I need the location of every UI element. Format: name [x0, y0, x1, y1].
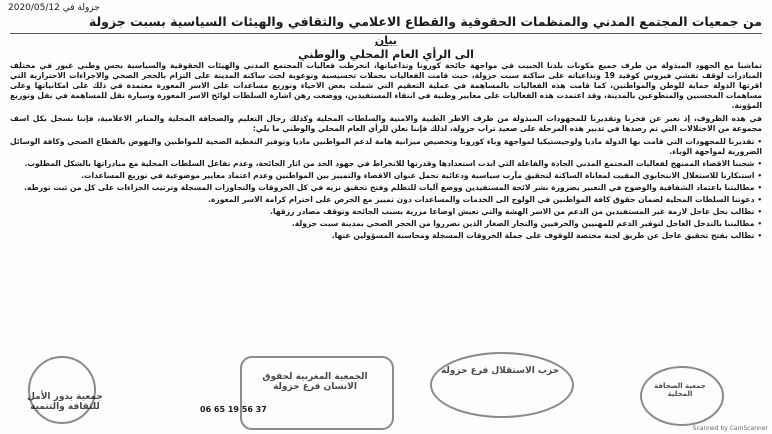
list-item: •مطالبتنا بالتدخل العاجل لتوفير الدعم للمهنيين والحرفيين والتجار الصغار الذين تضرروا من الحجر الصحي بمدينة سبت جزولة. [291, 219, 762, 228]
document-addressee: الى الرأي العام المحلي والوطني [298, 48, 474, 61]
scanner-watermark: Scanned by CamScanner [692, 425, 768, 432]
stamp-label: حزب الاستقلال فرع جزولة [440, 366, 560, 376]
bullet-icon: • [757, 208, 762, 216]
stamp-association [28, 356, 96, 424]
document-subject: بيان [374, 34, 398, 47]
list-item: •دعوتنا السلطات المحلية لضمان حقوق كافة المواطنين في الولوج الى الخدمات والمساعدات دون تمييز مع الحرص على احترام كرامة الاسر المعوزة. [207, 195, 762, 204]
stamp-rights-org [240, 356, 394, 430]
bullet-icon: • [757, 160, 762, 168]
list-item: •شجبنا الاقصاء الممنهج لفعاليات المجتمع المدني الجادة والفاعلة التي ابدت استعدادها وقدرتها للانخراط في جهود الحد من اثار الجائحة، وعدم تفاعل السلطات المحلية مع مبادراتها بالشكل المطلوب. [24, 159, 762, 168]
list-item: •استنكارنا للاستغلال الانتخابوي المقيت لمعاناة الساكنة لتحقيق مآرب سياسية ودعائية تحمل عنوان الاقصاء والتمييز بين المواطنين وعدم اعتماد معايير موضوعية في توزيع المساعدات. [81, 171, 762, 180]
list-item: •مطالبتنا باعتماد الشفافية والوضوح في التعبير بضرورة نشر لائحة المستفيدين ووضع آليات للتظلم وفتح تحقيق نزيه في كل الخروقات والتجاوزات المسجلة وترتيب الجزاءات على كل من ثبت تورطه. [24, 183, 762, 192]
bullet-icon: • [757, 232, 762, 240]
paragraph-context: في هذه الظروف، إذ نعبر عن فخرنا وتقديرنا للمجهودات المبذولة من طرف الاطر الطبية والامنية والسلطات المحلية وكذلك رجال التعليم والصحافة المحلية والمنابر الاعلامية، فإننا نسجل بكل اسف مجموعة من الاختلالات التي تم رصدها في تدبير هذه المرحلة على صعيد تراب جزولة، لذلك فإننا نعلن للرأي العام المحلي والوطني ما يلي: [10, 114, 762, 133]
paragraph-intro: تماشيا مع الجهود المبذولة من طرف جميع مكونات بلدنا الحبيب في مواجهة جائحة كورونا وتداعياتها، انخرطت فعاليات المجتمع المدني والهيئات الحقوقية والسياسية بحس وطني غيور في مختلف المبادرات لوقف تفشي فيروس كوفيد 19 وتداعياته على ساكنة سبت جزولة، حيث قامت الفعاليات بحملات تحسيسية وتوعوية لحث ساكنة المدينة على التزام بالحجر الصحي والاجراءات الاحترازية التي اقرتها الدولة حماية للوطن والمواطنين، كما قامت هذه الفعاليات بالمساهمة في عملية التعقيم التي شملت بعض الاحياء وتوزيع مساعدات على الاسر المعوزة معتمدة في ذلك على امكانياتها وعلى مساهمات المحسنين والمتطوعين بالمدينة، وقد اعتمدت هذه الفعاليات على معايير وطنية في انتقاء المستفيدين، ووضعت رهن اشارة السلطات لوائح الاسر المعوزة وسيارة نقل للمساهمة في نقل وتوزيع المؤونة. [10, 61, 763, 110]
list-item: •تطالب بفتح تحقيق عاجل عن طريق لجنة مختصة للوقوف على جملة الخروقات المسجلة ومحاسبة المسؤولين عنها. [331, 231, 762, 240]
stamp-label: جمعية الصحافة المحلية [654, 382, 706, 398]
document-title: من جمعيات المجتمع المدني والمنظمات الحقوقية والقطاع الاعلامي والثقافي والهيئات السياسية بسبت جزولة [88, 14, 762, 29]
list-item: •تطالب بحل عاجل لازمة غير المستفيدين من الدعم من الاسر الهشة والتي تعيش اوضاعا مزرية بسبب الجائحة وتوقف مصادر رزقها. [269, 207, 762, 216]
stamp-label: جمعية بدور الأمل للثقافة والتنمية [27, 392, 103, 412]
bullet-icon: • [757, 196, 762, 204]
bullet-icon: • [757, 220, 762, 228]
bullet-icon: • [757, 172, 762, 180]
bullet-icon: • [757, 138, 762, 146]
bullet-icon: • [757, 184, 762, 192]
document-date: جزولة في 2020/05/12 [8, 3, 100, 13]
stamp-party [430, 352, 574, 418]
list-item: •تقديرنا للمجهودات التي قامت بها الدولة ماديا ولوجيستيكيا لمواجهة وباء كورونا وتخصيص ميزانية هامة لدعم المواطنين ماديا وتوفير التغطية الصحية للمواطنين والنهوض بالقطاع الصحي وكافة الوسائل الضرورية لمواجهة الوباء. [10, 137, 762, 156]
phone-number: 06 65 19 56 37 [200, 405, 267, 414]
document-body [10, 61, 762, 243]
stamp-label: الجمعية المغربية لحقوق الانسان فرع جزولة [262, 372, 368, 392]
